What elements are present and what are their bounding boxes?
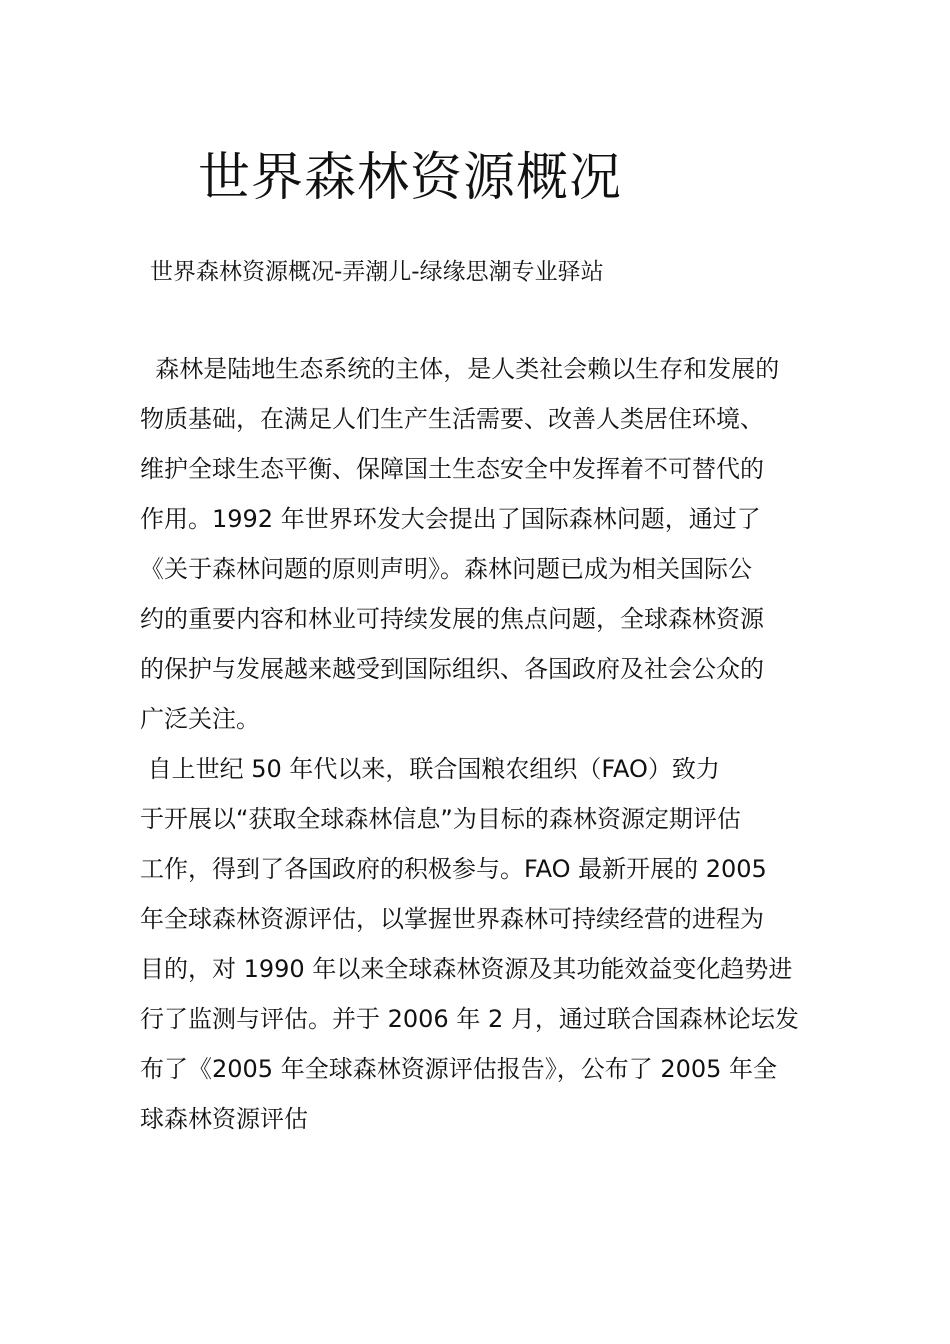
document-subtitle: 世界森林资源概况-弄潮儿-绿缘思潮专业驿站 xyxy=(150,259,604,285)
text-line: 广泛关注。 xyxy=(140,705,260,733)
text-line: 目的，对 1990 年以来全球森林资源及其功能效益变化趋势进 xyxy=(140,955,793,983)
text-line: 维护全球生态平衡、保障国土生态安全中发挥着不可替代的 xyxy=(140,455,764,483)
text-line: 《关于森林问题的原则声明》。森林问题已成为相关国际公 xyxy=(140,555,752,583)
text-line: 森林是陆地生态系统的主体，是人类社会赖以生存和发展的 xyxy=(140,355,780,383)
text-line: 自上世纪 50 年代以来，联合国粮农组织（FAO）致力 xyxy=(140,755,720,783)
text-line: 物质基础，在满足人们生产生活需要、改善人类居住环境、 xyxy=(140,405,764,433)
text-line: 年全球森林资源评估，以掌握世界森林可持续经营的进程为 xyxy=(140,905,764,933)
body-text xyxy=(140,344,830,1144)
text-line: 布了《2005 年全球森林资源评估报告》，公布了 2005 年全 xyxy=(140,1055,778,1083)
text-line: 于开展以“获取全球森林信息”为目标的森林资源定期评估 xyxy=(140,805,741,833)
text-line: 作用。1992 年世界环发大会提出了国际森林问题，通过了 xyxy=(140,505,761,533)
text-line: 工作，得到了各国政府的积极参与。FAO 最新开展的 2005 xyxy=(140,855,767,883)
text-line: 的保护与发展越来越受到国际组织、各国政府及社会公众的 xyxy=(140,655,764,683)
text-line: 球森林资源评估 xyxy=(140,1105,308,1133)
text-line: 约的重要内容和林业可持续发展的焦点问题，全球森林资源 xyxy=(140,605,764,633)
text-line: 行了监测与评估。并于 2006 年 2 月，通过联合国森林论坛发 xyxy=(140,1005,799,1033)
document-title: 世界森林资源概况 xyxy=(198,148,623,208)
